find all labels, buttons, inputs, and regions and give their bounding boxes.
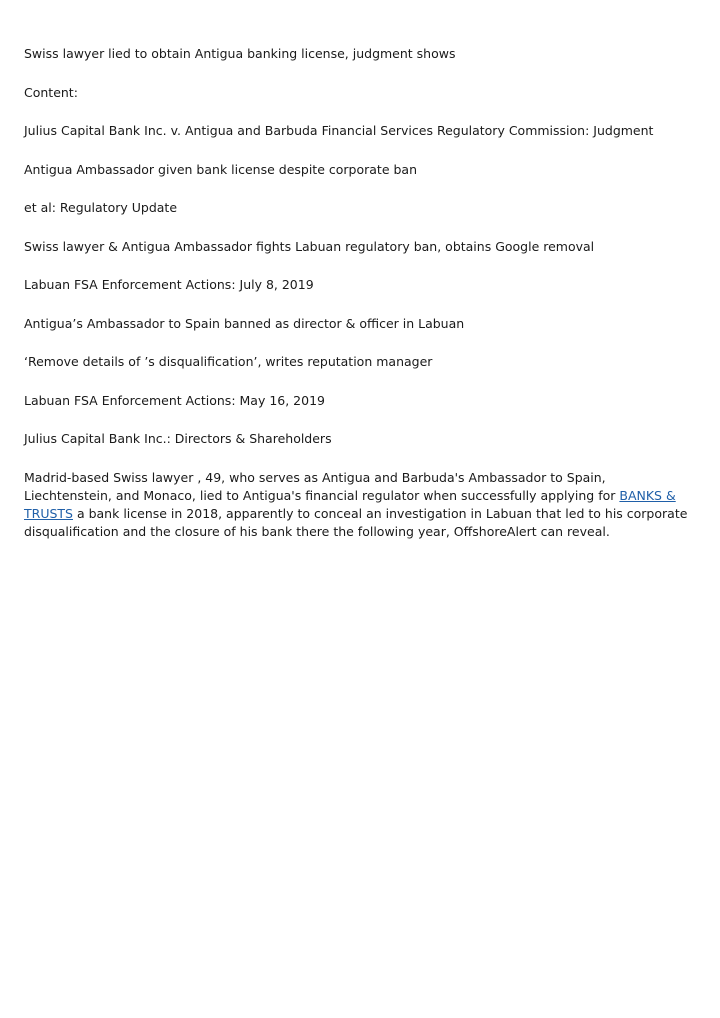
- body-text-after-link: a bank license in 2018, apparently to conceal an investigation in Labuan that led to his corporate disqualification and the closure of his bank there the following year, OffshoreAlert can reveal.: [24, 506, 688, 540]
- content-item: et al: Regulatory Update: [24, 200, 178, 215]
- content-item: Julius Capital Bank Inc. v. Antigua and Barbuda Financial Services Regulatory Commission: Judgment: [24, 123, 654, 138]
- body-text-before-link: Madrid-based Swiss lawyer , 49, who serves as Antigua and Barbuda's Ambassador to Spain, Liechtenstein, and Monaco, lied to Antigua's financial regulator when successfully applying for: [24, 469, 620, 503]
- banks-trusts-link[interactable]: BANKS & TRUSTS: [24, 487, 676, 522]
- content-item: Antigua Ambassador given bank license despite corporate ban: [24, 161, 417, 177]
- article-title: Swiss lawyer lied to obtain Antigua banking license, judgment shows: [24, 46, 456, 61]
- content-item: ‘Remove details of ’s disqualification’, writes reputation manager: [24, 354, 433, 369]
- content-label: Content:: [24, 84, 78, 100]
- content-item: Labuan FSA Enforcement Actions: July 8, 2019: [24, 277, 314, 292]
- content-item: Swiss lawyer & Antigua Ambassador fights Labuan regulatory ban, obtains Google removal: [24, 238, 595, 254]
- body-paragraph: [24, 469, 696, 542]
- content-item: Julius Capital Bank Inc.: Directors & Shareholders: [24, 431, 332, 446]
- content-item: Labuan FSA Enforcement Actions: May 16, 2019: [24, 392, 325, 408]
- content-item: Antigua’s Ambassador to Spain banned as director & officer in Labuan: [24, 315, 465, 331]
